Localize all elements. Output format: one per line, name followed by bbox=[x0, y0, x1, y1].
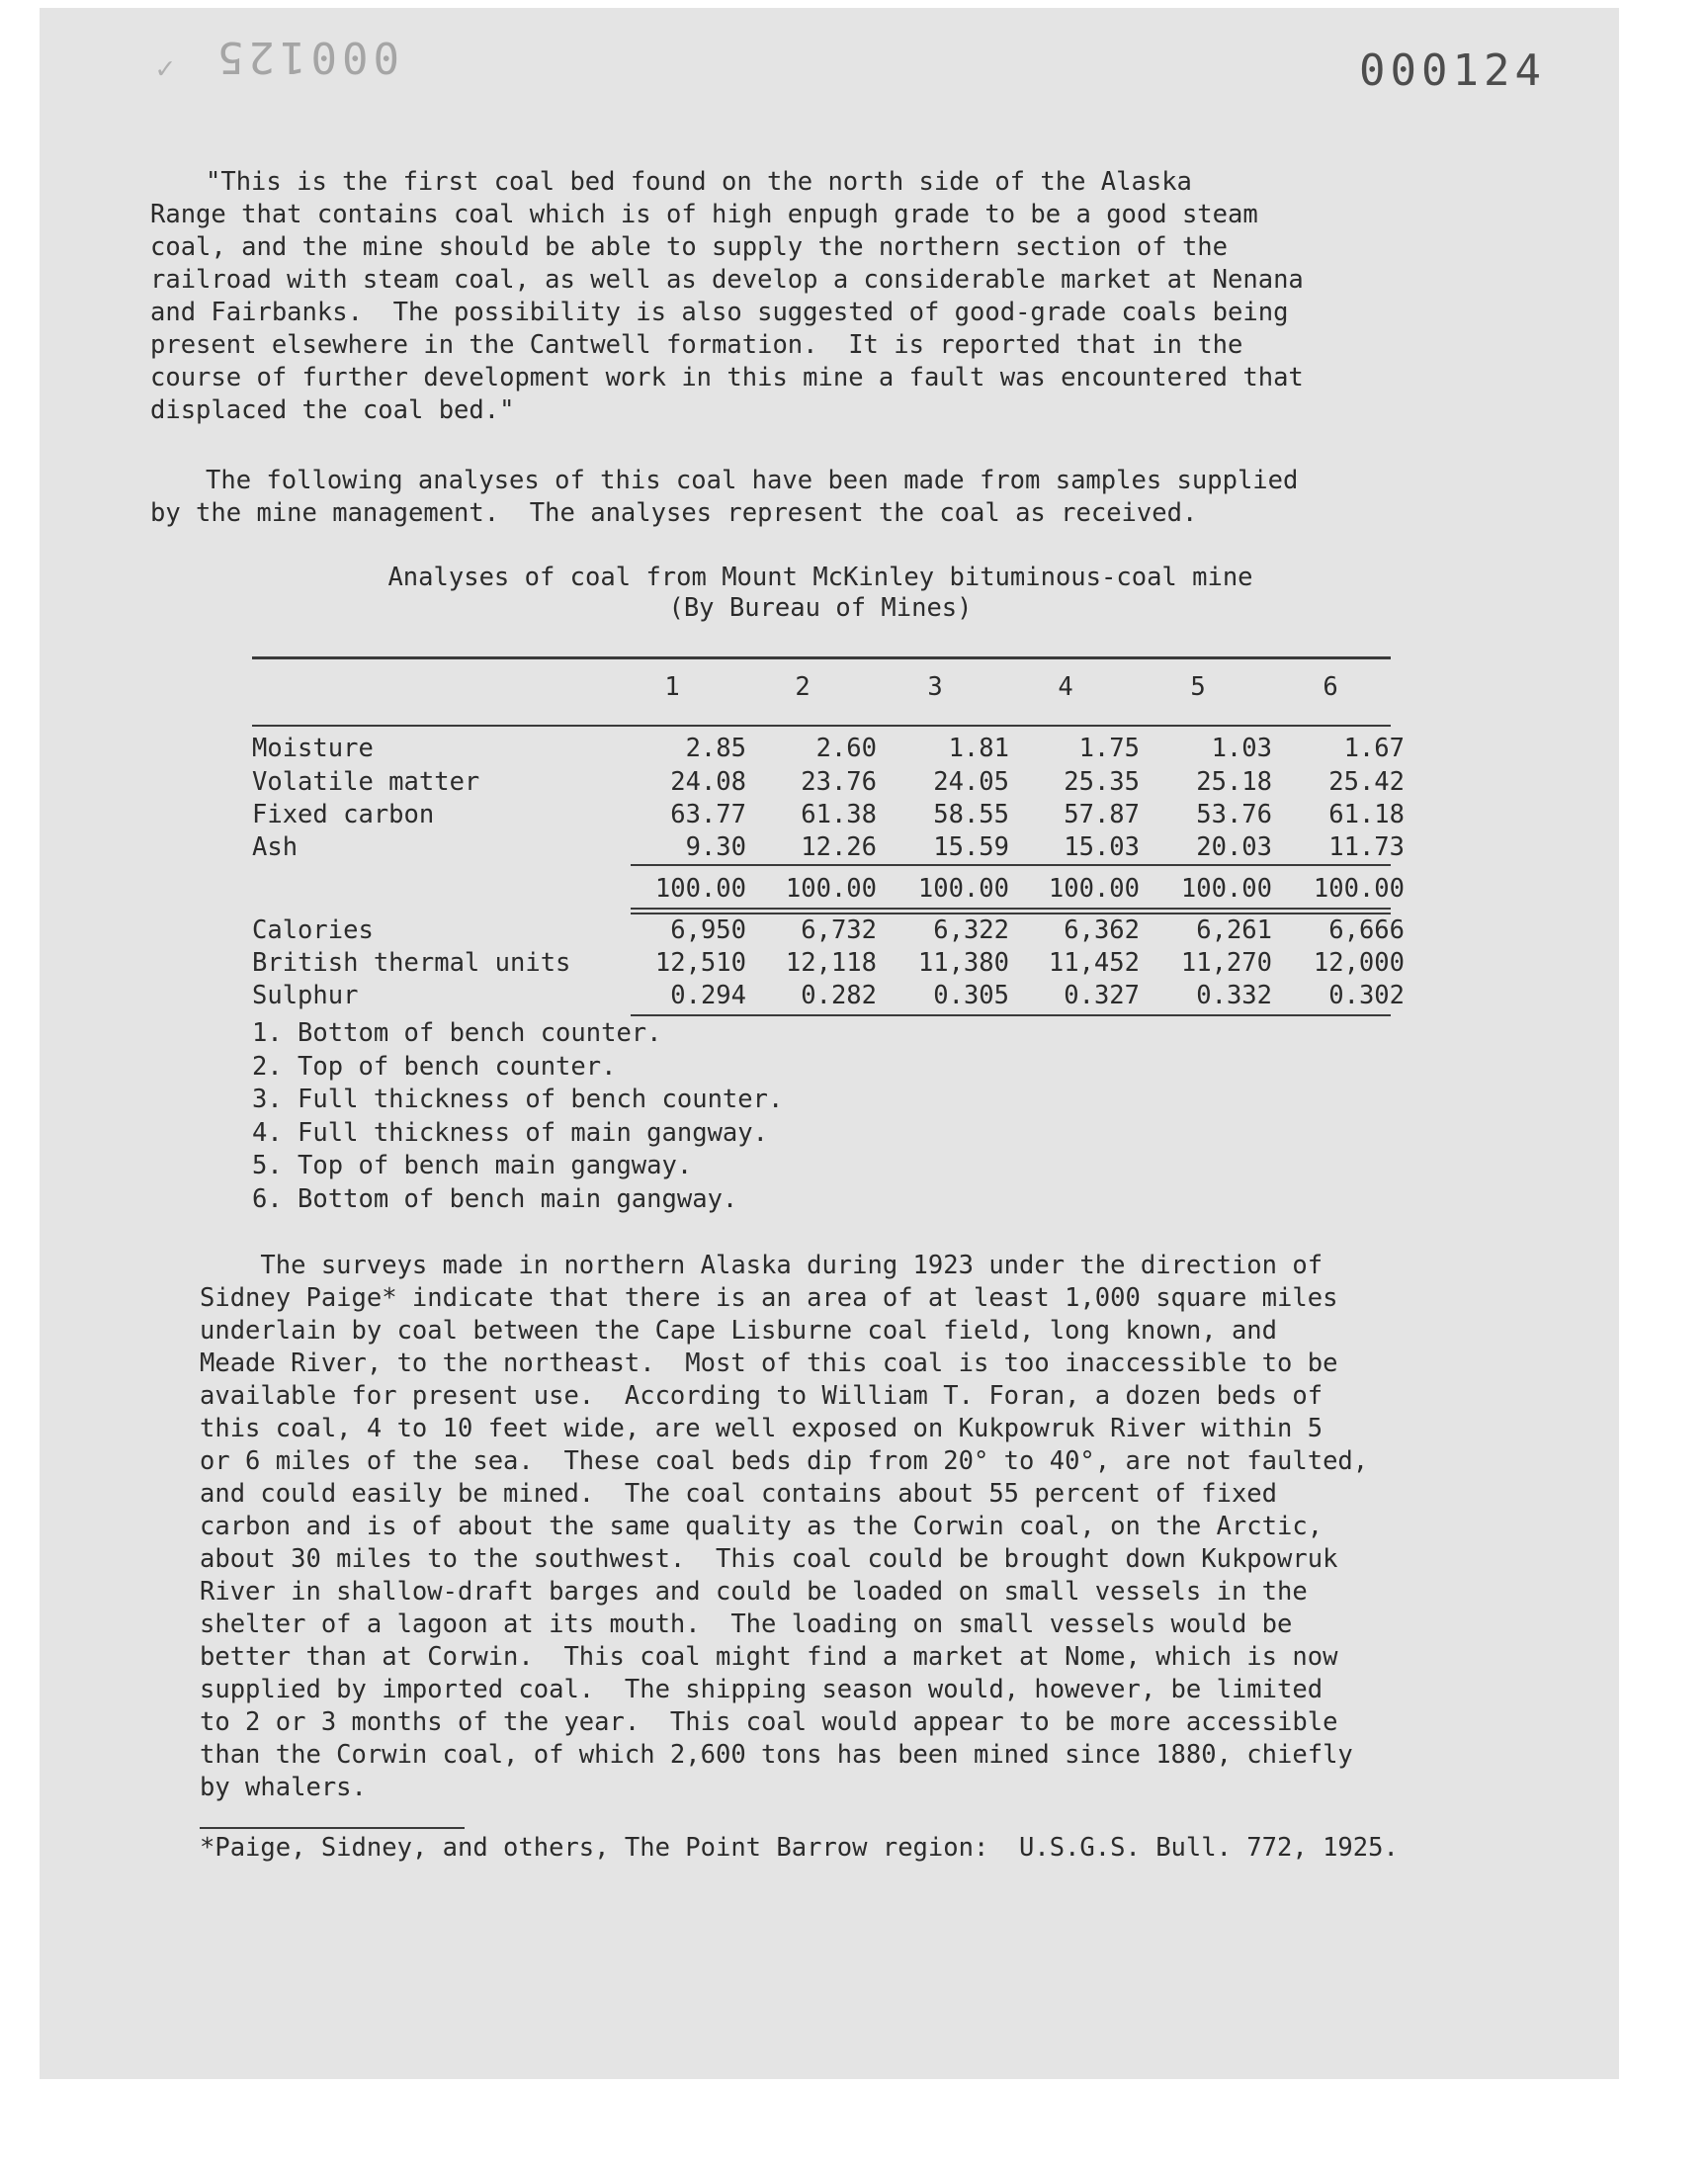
table-cell: 1.81 bbox=[948, 734, 1009, 763]
table-cell: 24.08 bbox=[670, 767, 746, 797]
table-cell: 25.35 bbox=[1064, 767, 1140, 797]
quote-line: Range that contains coal which is of high enpugh grade to be a good steam bbox=[150, 200, 1258, 229]
table-cell: 15.59 bbox=[933, 832, 1009, 862]
table-cell: 2 bbox=[795, 672, 811, 702]
quote-line: displaced the coal bed." bbox=[150, 395, 515, 425]
table-cell: 61.38 bbox=[801, 800, 877, 829]
table-cell: 4 bbox=[1058, 672, 1073, 702]
check-mark-icon: ✓ bbox=[156, 51, 175, 86]
quote-line: present elsewhere in the Cantwell formation. It is reported that in the bbox=[150, 330, 1243, 360]
row-label: Fixed carbon bbox=[252, 800, 435, 829]
table-cell: 25.18 bbox=[1196, 767, 1272, 797]
body-line: The surveys made in northern Alaska during 1923 under the direction of bbox=[200, 1251, 1324, 1280]
body-line: carbon and is of about the same quality as the Corwin coal, on the Arctic, bbox=[200, 1512, 1324, 1541]
row-label: Sulphur bbox=[252, 981, 359, 1010]
page-stamp-inverted: 000125 bbox=[213, 32, 399, 82]
body-line: River in shallow-draft barges and could be loaded on small vessels in the bbox=[200, 1577, 1308, 1607]
table-cell: 6,950 bbox=[670, 915, 746, 945]
table-cell: 100.00 bbox=[1180, 874, 1272, 904]
table-cell: 6,261 bbox=[1196, 915, 1272, 945]
table-cell: 15.03 bbox=[1064, 832, 1140, 862]
table-cell: 63.77 bbox=[670, 800, 746, 829]
table-cell: 2.60 bbox=[815, 734, 877, 763]
row-label: Calories bbox=[252, 915, 374, 945]
body-line: by whalers. bbox=[200, 1773, 367, 1802]
table-cell: 23.76 bbox=[801, 767, 877, 797]
quote-line: "This is the first coal bed found on the north side of the Alaska bbox=[206, 167, 1192, 197]
table-cell: 2.85 bbox=[685, 734, 746, 763]
body-line: to 2 or 3 months of the year. This coal would appear to be more accessible bbox=[200, 1707, 1338, 1737]
table-cell: 58.55 bbox=[933, 800, 1009, 829]
table-cell: 1 bbox=[664, 672, 680, 702]
body-line: Sidney Paige* indicate that there is an area of at least 1,000 square miles bbox=[200, 1283, 1338, 1313]
table-cell: 6,322 bbox=[933, 915, 1009, 945]
footnote-divider bbox=[200, 1827, 465, 1829]
table-cell: 53.76 bbox=[1196, 800, 1272, 829]
table-cell: 100.00 bbox=[785, 874, 877, 904]
table-cell: 100.00 bbox=[654, 874, 746, 904]
quoted-paragraph bbox=[150, 166, 1304, 427]
table-subcaption: (By Bureau of Mines) bbox=[668, 593, 973, 623]
table-cell: 57.87 bbox=[1064, 800, 1140, 829]
table-cell: 6,362 bbox=[1064, 915, 1140, 945]
table-rule bbox=[252, 656, 1391, 659]
table-rule bbox=[252, 725, 1391, 727]
table-cell: 0.305 bbox=[933, 981, 1009, 1010]
table-cell: 0.294 bbox=[670, 981, 746, 1010]
body-line: Meade River, to the northeast. Most of this coal is too inaccessible to be bbox=[200, 1348, 1338, 1378]
row-label: British thermal units bbox=[252, 948, 571, 978]
table-cell: 5 bbox=[1190, 672, 1206, 702]
quote-line: and Fairbanks. The possibility is also suggested of good-grade coals being bbox=[150, 298, 1289, 327]
table-cell: 12,000 bbox=[1313, 948, 1405, 978]
table-cell: 12.26 bbox=[801, 832, 877, 862]
row-label: Volatile matter bbox=[252, 767, 480, 797]
quote-line: railroad with steam coal, as well as develop a considerable market at Nenana bbox=[150, 265, 1304, 295]
body-line: better than at Corwin. This coal might find a market at Nome, which is now bbox=[200, 1642, 1338, 1672]
body-line: underlain by coal between the Cape Lisburne coal field, long known, and bbox=[200, 1316, 1278, 1346]
table-cell: 12,510 bbox=[654, 948, 746, 978]
table-cell: 9.30 bbox=[685, 832, 746, 862]
table-note: 5. Top of bench main gangway. bbox=[252, 1151, 693, 1180]
table-cell: 100.00 bbox=[1048, 874, 1140, 904]
row-label: Moisture bbox=[252, 734, 374, 763]
table-cell: 3 bbox=[927, 672, 943, 702]
table-cell: 61.18 bbox=[1328, 800, 1405, 829]
body-paragraph bbox=[200, 1250, 1368, 1804]
table-note: 4. Full thickness of main gangway. bbox=[252, 1117, 768, 1148]
table-cell: 1.67 bbox=[1343, 734, 1405, 763]
body-line: than the Corwin coal, of which 2,600 tons has been mined since 1880, chiefly bbox=[200, 1740, 1353, 1770]
table-rule bbox=[631, 908, 1391, 910]
quote-line: course of further development work in this mine a fault was encountered that bbox=[150, 363, 1304, 392]
table-note: 6. Bottom of bench main gangway. bbox=[252, 1183, 738, 1214]
table-cell: 25.42 bbox=[1328, 767, 1405, 797]
body-line: about 30 miles to the southwest. This coal could be brought down Kukpowruk bbox=[200, 1544, 1338, 1574]
table-cell: 11,380 bbox=[917, 948, 1009, 978]
table-cell: 11.73 bbox=[1328, 832, 1405, 862]
table-note: 3. Full thickness of bench counter. bbox=[252, 1085, 784, 1114]
table-cell: 1.75 bbox=[1078, 734, 1140, 763]
footnote: *Paige, Sidney, and others, The Point Barrow region: U.S.G.S. Bull. 772, 1925. bbox=[200, 1833, 1399, 1863]
row-label: Ash bbox=[252, 832, 299, 862]
table-cell: 0.332 bbox=[1196, 981, 1272, 1010]
body-line: supplied by imported coal. The shipping season would, however, be limited bbox=[200, 1675, 1324, 1704]
table-cell: 6 bbox=[1323, 672, 1338, 702]
table-cell: 6,732 bbox=[801, 915, 877, 945]
table-cell: 100.00 bbox=[1313, 874, 1405, 904]
intro-line: The following analyses of this coal have been made from samples supplied bbox=[206, 466, 1299, 495]
table-rule bbox=[631, 864, 1391, 866]
quote-line: coal, and the mine should be able to supply the northern section of the bbox=[150, 232, 1229, 262]
intro-line: by the mine management. The analyses represent the coal as received. bbox=[150, 498, 1198, 528]
page-number-stamp: 000124 bbox=[1359, 45, 1546, 96]
intro-paragraph bbox=[150, 465, 1299, 530]
table-rule bbox=[631, 1014, 1391, 1016]
table-cell: 24.05 bbox=[933, 767, 1009, 797]
body-line: and could easily be mined. The coal contains about 55 percent of fixed bbox=[200, 1479, 1278, 1509]
table-cell: 0.282 bbox=[801, 981, 877, 1010]
table-cell: 100.00 bbox=[917, 874, 1009, 904]
body-line: this coal, 4 to 10 feet wide, are well exposed on Kukpowruk River within 5 bbox=[200, 1414, 1324, 1443]
table-cell: 0.302 bbox=[1328, 981, 1405, 1010]
table-cell: 20.03 bbox=[1196, 832, 1272, 862]
body-line: or 6 miles of the sea. These coal beds dip from 20° to 40°, are not faulted, bbox=[200, 1446, 1369, 1476]
table-caption: Analyses of coal from Mount McKinley bituminous-coal mine bbox=[387, 563, 1253, 592]
table-cell: 6,666 bbox=[1328, 915, 1405, 945]
table-cell: 1.03 bbox=[1211, 734, 1272, 763]
body-line: shelter of a lagoon at its mouth. The loading on small vessels would be bbox=[200, 1610, 1293, 1639]
body-line: available for present use. According to William T. Foran, a dozen beds of bbox=[200, 1381, 1324, 1411]
table-note: 2. Top of bench counter. bbox=[252, 1051, 617, 1082]
table-note: 1. Bottom of bench counter. bbox=[252, 1018, 662, 1048]
table-cell: 11,270 bbox=[1180, 948, 1272, 978]
table-cell: 11,452 bbox=[1048, 948, 1140, 978]
table-cell: 12,118 bbox=[785, 948, 877, 978]
table-cell: 0.327 bbox=[1064, 981, 1140, 1010]
